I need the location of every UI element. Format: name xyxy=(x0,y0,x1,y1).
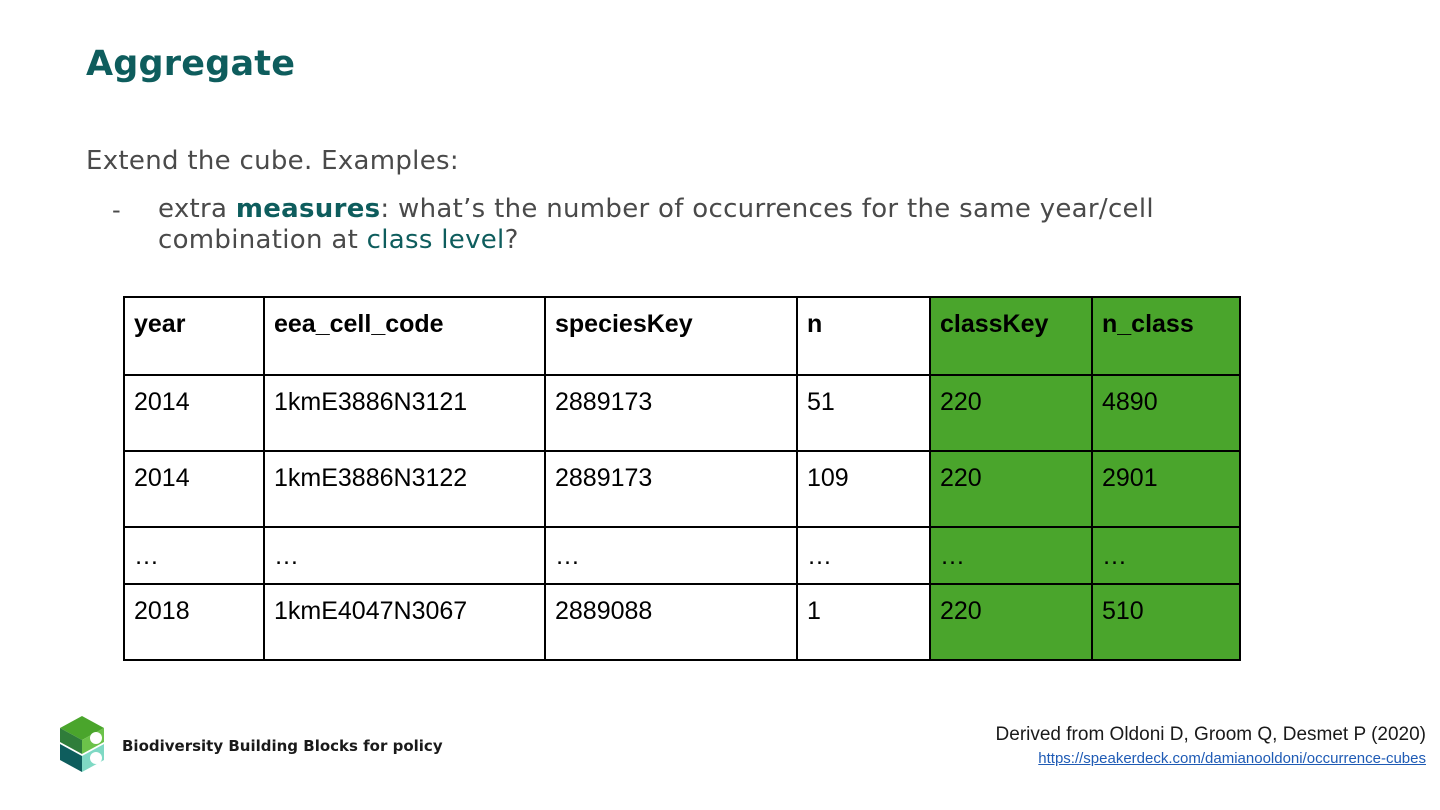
b3-logo-icon xyxy=(54,714,110,774)
bullet-text xyxy=(158,194,1218,256)
table-header-row xyxy=(124,297,1240,375)
slide-title: Aggregate xyxy=(86,44,296,84)
table-cell: … xyxy=(1092,527,1240,584)
table-cell: … xyxy=(797,527,930,584)
bullet-dash: - xyxy=(112,196,121,224)
header-eea-cell-code: eea_cell_code xyxy=(264,297,545,375)
table-cell: 220 xyxy=(930,451,1092,527)
table-cell: 1kmE3886N3121 xyxy=(264,375,545,451)
header-n: n xyxy=(797,297,930,375)
table-cell: 510 xyxy=(1092,584,1240,660)
table-row xyxy=(124,527,1240,584)
table-cell: 1 xyxy=(797,584,930,660)
table-cell: 2901 xyxy=(1092,451,1240,527)
table-row xyxy=(124,375,1240,451)
bullet-prefix: extra xyxy=(158,194,236,224)
bullet-highlight: class level xyxy=(366,225,505,255)
table-cell: 1kmE3886N3122 xyxy=(264,451,545,527)
table-cell: 4890 xyxy=(1092,375,1240,451)
header-n-class: n_class xyxy=(1092,297,1240,375)
header-class-key: classKey xyxy=(930,297,1092,375)
cube-table xyxy=(123,296,1241,661)
table-cell: … xyxy=(930,527,1092,584)
table-cell: 2018 xyxy=(124,584,264,660)
credit-text: Derived from Oldoni D, Groom Q, Desmet P (2020) xyxy=(995,724,1426,745)
brand-name: Biodiversity Building Blocks for policy xyxy=(122,737,443,755)
table-cell: 2889173 xyxy=(545,375,797,451)
table-cell: … xyxy=(545,527,797,584)
table-cell: 1kmE4047N3067 xyxy=(264,584,545,660)
table-row xyxy=(124,584,1240,660)
table-cell: 220 xyxy=(930,584,1092,660)
table-cell: 2014 xyxy=(124,375,264,451)
table-cell: 2889088 xyxy=(545,584,797,660)
intro-text: Extend the cube. Examples: xyxy=(86,146,459,176)
bullet-suffix: ? xyxy=(504,225,519,255)
source-link[interactable]: https://speakerdeck.com/damianooldoni/occurrence-cubes xyxy=(1038,750,1426,767)
bullet-middle: : what’s the number of occurrences for the same year/cell combination at xyxy=(158,194,1154,255)
table-cell: 51 xyxy=(797,375,930,451)
table-cell: 220 xyxy=(930,375,1092,451)
table-cell: … xyxy=(264,527,545,584)
table-cell: 109 xyxy=(797,451,930,527)
table-cell: … xyxy=(124,527,264,584)
table-cell: 2014 xyxy=(124,451,264,527)
table-cell: 2889173 xyxy=(545,451,797,527)
header-year: year xyxy=(124,297,264,375)
bullet-emphasis: measures xyxy=(235,194,381,224)
header-species-key: speciesKey xyxy=(545,297,797,375)
table-row xyxy=(124,451,1240,527)
